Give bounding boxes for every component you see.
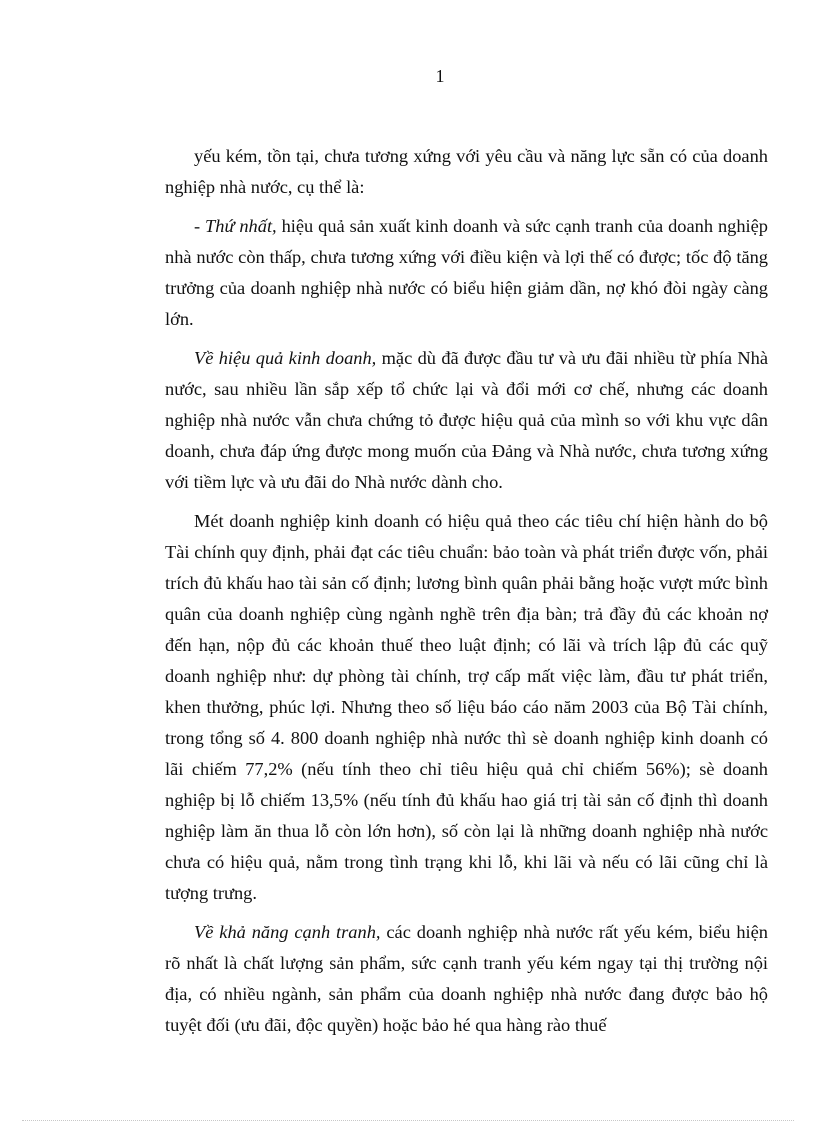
paragraph-competitiveness [165, 917, 768, 1041]
paragraph-text: yếu kém, tồn tại, chưa tương xứng với yêu cầu và năng lực sẵn có của doanh nghiệp nhà nước, cụ thể là: [165, 146, 768, 197]
paragraph-text: hiệu quả sản xuất kinh doanh và sức cạnh tranh của doanh nghiệp nhà nước còn thấp, chưa tương xứng với điều kiện và lợi thế có được; tốc độ tăng trưởng của doanh nghiệp nhà nước có biểu hiện giảm dần, nợ khó đòi ngày càng lớn. [165, 216, 768, 329]
paragraph-text: các doanh nghiệp nhà nước rất yếu kém, biểu hiện rõ nhất là chất lượng sản phẩm, sức cạnh tranh yếu kém ngay tại thị trường nội địa, có nhiều ngành, sản phẩm của doanh nghiệp nhà nước đang được bảo hộ tuyệt đối (ưu đãi, độc quyền) hoặc bảo hé qua hàng rào thuế [165, 922, 768, 1035]
page-number: 1 [435, 66, 445, 86]
paragraph-intro [165, 141, 768, 203]
paragraph-criteria [165, 506, 768, 909]
paragraph-text: Mét doanh nghiệp kinh doanh có hiệu quả theo các tiêu chí hiện hành do bộ Tài chính quy định, phải đạt các tiêu chuẩn: bảo toàn và phát triển được vốn, phải trích đủ khấu hao tài sản cố định; lương bình quân phải bằng hoặc vượt mức bình quân của doanh nghiệp cùng ngành nghề trên địa bàn; trả đầy đủ các khoản nợ đến hạn, nộp đủ các khoản thuế theo luật định; có lãi và trích lập đủ các quỹ doanh nghiệp như: dự phòng tài chính, trợ cấp mất việc làm, đầu tư phát triển, khen thưởng, phúc lợi. Nhưng theo số liệu báo cáo năm 2003 của Bộ Tài chính, trong tổng số 4. 800 doanh nghiệp nhà nước thì sè doanh nghiệp kinh doanh có lãi chiếm 77,2% (nếu tính theo chỉ tiêu hiệu quả chỉ chiếm 56%); sè doanh nghiệp bị lỗ chiếm 13,5% (nếu tính đủ khấu hao giá trị tài sản cố định thì doanh nghiệp làm ăn thua lỗ còn lớn hơn), số còn lại là những doanh nghiệp nhà nước chưa có hiệu quả, nằm trong tình trạng khi lỗ, khi lãi và nếu có lãi cũng chỉ là tượng trưng. [165, 511, 768, 903]
paragraph-lead: Về khả năng cạnh tranh, [194, 922, 381, 942]
paragraph-first-point [165, 211, 768, 335]
paragraph-business-efficiency [165, 343, 768, 498]
paragraph-lead: Về hiệu quả kinh doanh, [194, 348, 377, 368]
paragraph-lead: - Thứ nhất, [194, 216, 277, 236]
page-bottom-divider [22, 1120, 794, 1121]
paragraph-text: mặc dù đã được đầu tư và ưu đãi nhiều từ phía Nhà nước, sau nhiều lần sắp xếp tổ chức lại và đổi mới cơ chế, nhưng các doanh nghiệp nhà nước vẫn chưa chứng tỏ được hiệu quả của mình so với khu vực dân doanh, chưa đáp ứng được mong muốn của Đảng và Nhà nước, chưa tương xứng với tiềm lực và ưu đãi do Nhà nước dành cho. [165, 348, 768, 492]
document-body [165, 141, 768, 1049]
